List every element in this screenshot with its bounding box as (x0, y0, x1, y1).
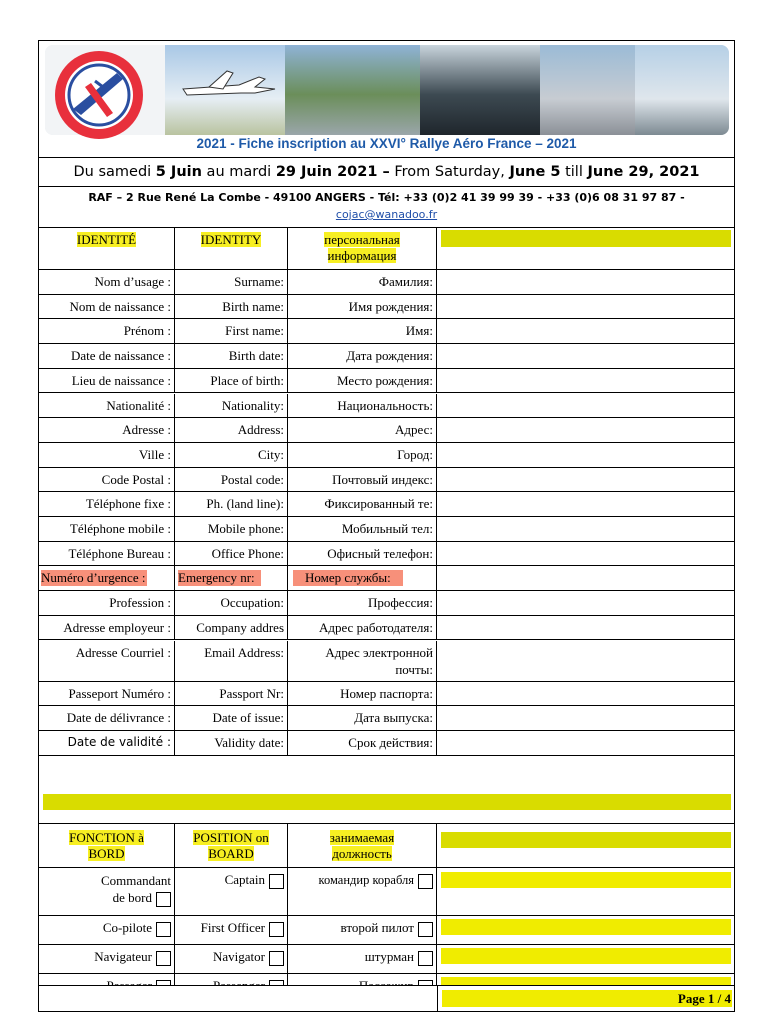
checkbox-navigator[interactable] (269, 951, 284, 966)
board-en-label: Captain (224, 872, 265, 887)
separator-row (39, 778, 734, 824)
checkbox-navigateur[interactable] (156, 951, 171, 966)
label-fr: Passeport Numéro : (68, 685, 171, 701)
checkbox-copilote[interactable] (156, 922, 171, 937)
label-en: Email Address: (204, 644, 284, 660)
checkbox-shturman[interactable] (418, 951, 433, 966)
answer-field[interactable] (437, 443, 734, 467)
label-ru: Срок действия: (348, 734, 433, 750)
label-fr: Code Postal : (101, 471, 171, 487)
identity-row (39, 443, 734, 468)
header-fr: IDENTITÉ (76, 232, 137, 247)
label-ru: Офисный телефон: (327, 545, 433, 561)
answer-field[interactable] (437, 295, 734, 319)
answer-field[interactable] (437, 542, 734, 566)
label-ru: Профессия: (368, 595, 433, 611)
label-ru: Номер службы: (293, 570, 403, 586)
identity-header-row (39, 228, 734, 270)
header-ru-2: информация (327, 248, 397, 263)
separator-bar (43, 794, 731, 810)
label-ru-2: почты: (395, 661, 433, 677)
label-fr: Prénom : (123, 323, 171, 339)
label-fr: Ville : (138, 446, 171, 462)
checkbox-commandant[interactable] (156, 892, 171, 907)
label-ru: Дата рождения: (346, 348, 433, 364)
identity-row (39, 270, 734, 295)
identity-row (39, 682, 734, 707)
page-number: Page 1 / 4 (677, 991, 731, 1006)
label-ru: Мобильный тел: (341, 521, 433, 536)
identity-row (39, 517, 734, 542)
board-ru-label: командир корабля (318, 873, 414, 887)
board-ru-label: второй пилот (340, 920, 414, 935)
identity-row (39, 468, 734, 493)
label-fr: Lieu de naissance : (71, 372, 171, 388)
board-bar (441, 948, 731, 964)
answer-field[interactable] (437, 616, 734, 640)
label-fr: Nationalité : (106, 397, 171, 413)
label-fr: Date de naissance : (71, 348, 171, 364)
answer-field[interactable] (437, 344, 734, 368)
banner-photos (45, 45, 729, 135)
answer-field[interactable] (437, 566, 734, 590)
answer-field[interactable] (437, 369, 734, 393)
answer-field[interactable] (437, 270, 734, 294)
answer-field[interactable] (437, 468, 734, 492)
identity-row (39, 295, 734, 320)
label-en: Birth date: (228, 348, 284, 364)
label-ru: Адрес электронной (325, 644, 433, 660)
answer-field[interactable] (437, 731, 734, 755)
answer-field[interactable] (437, 641, 734, 681)
label-fr: Date de validité : (67, 734, 171, 749)
form-title: 2021 - Fiche inscription au XXVI° Rallye Aéro France – 2021 (196, 136, 577, 151)
label-ru: Почтовый индекс: (332, 471, 433, 487)
answer-field[interactable] (437, 706, 734, 730)
label-fr: Profession : (109, 595, 171, 611)
banner (39, 41, 734, 158)
label-ru: Фиксированный те: (324, 496, 433, 512)
registration-form (38, 40, 735, 1012)
footer-row (38, 985, 735, 1012)
board-bar (441, 919, 731, 935)
label-en: Date of issue: (212, 710, 284, 726)
board-ru-label: штурман (364, 949, 414, 964)
label-en: Nationality: (221, 397, 284, 413)
identity-row (39, 706, 734, 731)
identity-row (39, 616, 734, 641)
label-en: Emergency nr: (178, 570, 261, 586)
label-fr: Date de délivrance : (66, 710, 171, 726)
identity-row (39, 344, 734, 369)
label-en: First name: (225, 323, 284, 339)
label-fr: Téléphone fixe : (85, 496, 171, 512)
label-en: Validity date: (214, 734, 284, 750)
label-en: Passport Nr: (219, 685, 284, 701)
label-en: Place of birth: (210, 372, 284, 388)
answer-field[interactable] (437, 492, 734, 516)
label-ru: Место рождения: (336, 372, 433, 388)
label-en: Ph. (land line): (206, 496, 284, 512)
label-en: Occupation: (220, 595, 284, 611)
header-en: IDENTITY (200, 232, 262, 247)
board-header-en-2: BOARD (208, 846, 254, 861)
identity-row (39, 319, 734, 344)
header-ru-1: персональная (324, 232, 400, 247)
label-fr: Nom de naissance : (69, 298, 171, 314)
label-fr: Téléphone mobile : (69, 521, 171, 536)
label-fr: Adresse : (122, 422, 171, 438)
label-ru: Фамилия: (378, 274, 433, 289)
answer-field[interactable] (437, 418, 734, 442)
address-line: RAF – 2 Rue René La Combe - 49100 ANGERS - Tél: +33 (0)2 41 39 99 39 - +33 (0)6 08 31 97 87 - (88, 191, 685, 204)
answer-field[interactable] (437, 319, 734, 343)
identity-row (39, 492, 734, 517)
board-fr-label-2: de bord (112, 890, 152, 905)
identity-row (39, 641, 734, 682)
identity-row (39, 731, 734, 756)
checkbox-first-officer[interactable] (269, 922, 284, 937)
checkbox-captain[interactable] (269, 874, 284, 889)
plane-icon (179, 67, 279, 107)
board-fr-label: Navigateur (94, 949, 152, 964)
label-ru: Национальность: (337, 397, 433, 413)
board-header-ru-1: занимаемая (329, 830, 395, 845)
identity-row (39, 566, 734, 591)
identity-row (39, 591, 734, 616)
identity-row (39, 394, 734, 419)
email-link[interactable]: cojac@wanadoo.fr (335, 208, 438, 221)
board-header-bar (441, 832, 731, 848)
identity-row (39, 418, 734, 443)
answer-field[interactable] (437, 517, 734, 541)
label-fr: Téléphone Bureau : (68, 545, 171, 561)
label-en: Surname: (234, 274, 284, 289)
label-ru: Адрес работодателя: (318, 619, 433, 635)
board-en-label: First Officer (200, 920, 265, 935)
label-en: Office Phone: (211, 545, 284, 561)
label-en: Postal code: (220, 471, 284, 487)
label-ru: Город: (397, 446, 433, 462)
board-row-copilot (39, 916, 734, 945)
label-ru: Адрес: (395, 422, 433, 438)
board-bar (441, 872, 731, 888)
board-fr-label: Commandant (100, 873, 171, 888)
label-en: City: (257, 446, 284, 462)
board-fr-label: Co-pilote (102, 920, 152, 935)
board-row-captain (39, 868, 734, 916)
answer-field[interactable] (437, 394, 734, 418)
identity-row (39, 542, 734, 567)
board-header-ru-2: должность (332, 846, 392, 861)
answer-field[interactable] (437, 591, 734, 615)
label-ru: Имя: (405, 323, 433, 339)
label-ru: Номер паспорта: (340, 685, 433, 701)
label-ru: Имя рождения: (348, 298, 433, 314)
board-row-navigator (39, 945, 734, 974)
label-en: Address: (237, 422, 284, 438)
label-fr: Nom d’usage : (94, 274, 171, 289)
identity-row (39, 369, 734, 394)
label-fr: Numéro d’urgence : (41, 570, 146, 586)
event-dates: Du samedi 5 Juin au mardi 29 Juin 2021 – From Saturday, June 5 till June 29, 2021 (39, 158, 734, 187)
label-ru: Дата выпуска: (354, 710, 433, 726)
header-bar (441, 230, 731, 247)
rallye-logo-icon (51, 47, 147, 143)
label-en: Mobile phone: (207, 521, 284, 536)
checkbox-komandir[interactable] (418, 874, 433, 889)
label-fr: Adresse Courriel : (75, 644, 171, 660)
board-header-fr-2: BORD (88, 846, 125, 861)
board-header-en-1: POSITION on (193, 830, 269, 845)
label-en: Company addres (196, 619, 284, 635)
label-fr: Adresse employeur : (63, 619, 171, 635)
board-header-row (39, 824, 734, 868)
board-en-label: Navigator (213, 949, 265, 964)
checkbox-vtoroy-pilot[interactable] (418, 922, 433, 937)
label-en: Birth name: (222, 298, 284, 314)
board-header-fr-1: FONCTION à (69, 830, 144, 845)
answer-field[interactable] (437, 682, 734, 706)
organizer-address (39, 187, 734, 228)
